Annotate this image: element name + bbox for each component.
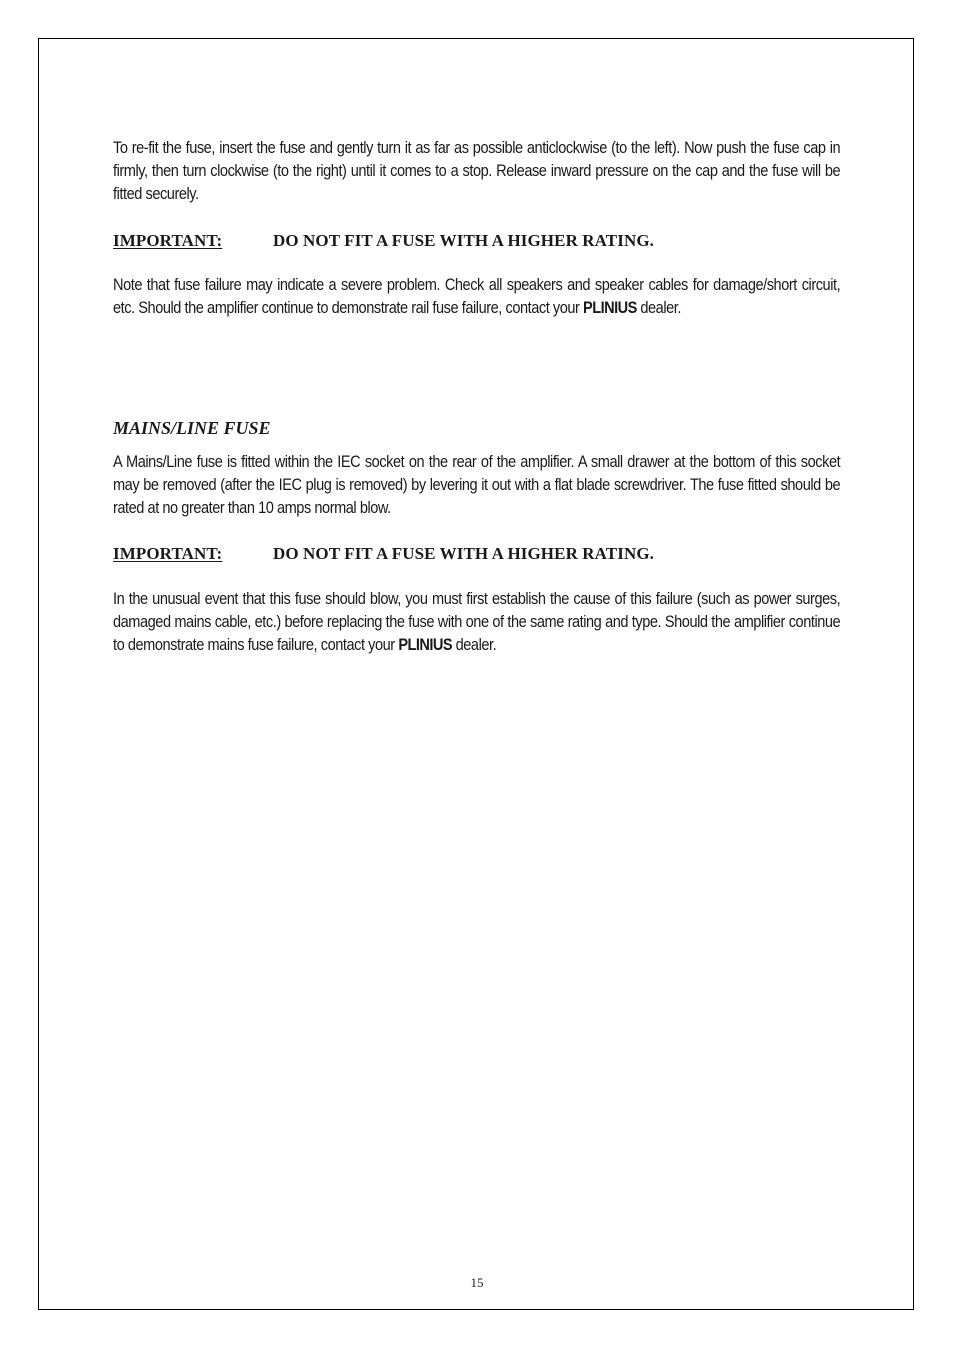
unusual-event-paragraph — [113, 588, 840, 657]
important-warning-1 — [113, 230, 654, 252]
important-label: IMPORTANT: — [113, 544, 223, 563]
unusual-text-end: dealer. — [452, 636, 497, 654]
page-border — [38, 38, 914, 1310]
refit-paragraph: To re-fit the fuse, insert the fuse and gently turn it as far as possible anticlockwise (to the left). Now push the fuse cap in firmly, then turn clockwise (to the right) until it comes to a stop. Release inward pressure on the cap and the fuse will be fitted securely. — [113, 139, 841, 203]
unusual-text: In the unusual event that this fuse should blow, you must first establish the cause of this failure (such as power surges, damaged mains cable, etc.) before replacing the fuse with one of the same rating and type. Should the amplifier continue to demonstrate mains fuse failure, contact your — [113, 590, 841, 654]
brand-name: PLINIUS — [398, 636, 453, 654]
important-label: IMPORTANT: — [113, 231, 223, 250]
page-number: 15 — [470, 1275, 484, 1290]
note-text-end: dealer. — [636, 299, 681, 317]
mains-fuse-paragraph: A Mains/Line fuse is fitted within the IEC socket on the rear of the amplifier. A small drawer at the bottom of this socket may be removed (after the IEC plug is removed) by levering it out with a flat blade screwdriver. The fuse fitted should be rated at no greater than 10 amps normal blow. — [113, 453, 841, 517]
note-text: Note that fuse failure may indicate a severe problem. Check all speakers and speaker cables for damage/short circuit, etc. Should the amplifier continue to demonstrate rail fuse failure, contact your — [113, 276, 841, 317]
section-heading-mains-line-fuse: MAINS/LINE FUSE — [113, 418, 271, 438]
important-text: DO NOT FIT A FUSE WITH A HIGHER RATING. — [273, 544, 654, 563]
brand-name: PLINIUS — [583, 299, 637, 317]
important-text: DO NOT FIT A FUSE WITH A HIGHER RATING. — [273, 231, 654, 250]
important-warning-2 — [113, 543, 654, 565]
fuse-failure-note-paragraph — [113, 274, 840, 320]
